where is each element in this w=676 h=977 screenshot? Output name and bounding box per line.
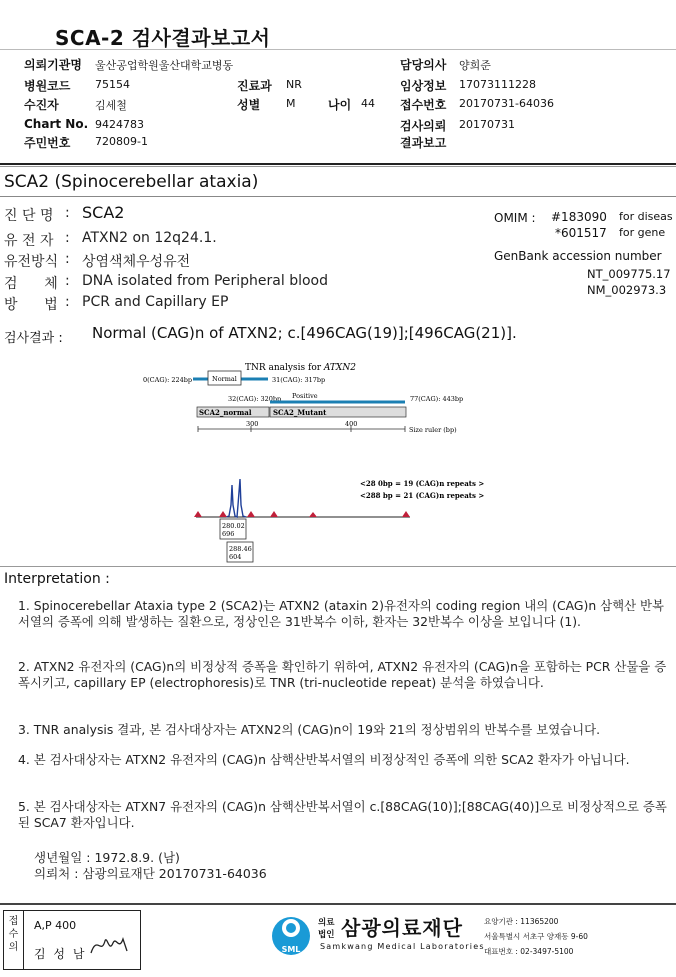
value-receipt-no: 20170731-64036	[459, 97, 554, 110]
logo-prefix-1: 의료	[318, 918, 335, 928]
positive-range-right: 77(CAG): 443bp	[410, 395, 464, 403]
receipt-stamp	[3, 910, 141, 970]
repeat-note-1: <28 0bp = 19 (CAG)n repeats >	[360, 479, 485, 488]
field-diagnosis-label: 진 단 명	[4, 208, 54, 224]
positive-label: Positive	[292, 392, 318, 400]
value-age: 44	[361, 97, 375, 110]
value-clinical-info: 17073111228	[459, 78, 536, 91]
peak1-size: 280.02	[222, 522, 245, 530]
field-gene-value: ATXN2 on 12q24.1.	[82, 230, 217, 246]
field-diagnosis-sep: :	[65, 205, 70, 221]
footer-info-phone: 대표번호 : 02-3497-5100	[484, 947, 574, 956]
field-inheritance-sep: :	[65, 251, 70, 267]
label-sex: 성별	[237, 98, 261, 112]
field-gene-sep: :	[65, 230, 70, 246]
marker-triangle	[247, 511, 255, 517]
signature	[89, 931, 131, 959]
positive-range-left: 32(CAG): 320bp	[228, 395, 282, 403]
interpretation-title: Interpretation :	[4, 571, 110, 587]
normal-box-label: Normal	[212, 375, 237, 383]
marker-triangle	[309, 512, 317, 517]
sca2-mutant-label: SCA2_Mutant	[273, 408, 327, 417]
ruler-label: Size ruler (bp)	[409, 426, 457, 434]
label-doctor: 담당의사	[400, 58, 447, 72]
value-patient: 김세철	[95, 99, 127, 112]
report-title: SCA-2 검사결과보고서	[55, 26, 271, 50]
title-divider	[0, 49, 676, 50]
sml-logo-mark	[270, 912, 312, 964]
omim-disease-for: for diseas	[619, 210, 673, 223]
label-receipt-no: 접수번호	[400, 98, 447, 112]
interpretation-item-1: 1. Spinocerebellar Ataxia type 2 (SCA2)는 ATXN2 (ataxin 2)유전자의 coding region 내의 (CAG)n 삼핵산 반복서열의 증폭에 의해 발생하는 질환으로, 정상인은 31반복수 이하, 환자는 32반복수 이상을 보입니다 (1).	[18, 598, 664, 629]
peak2-size: 288.46	[229, 545, 252, 553]
field-method-sep: :	[65, 294, 70, 310]
marker-triangle	[219, 511, 227, 517]
field-specimen-value: DNA isolated from Peripheral blood	[82, 273, 329, 289]
field-gene-label: 유 전 자	[4, 233, 54, 249]
ruler-tick-400-label: 400	[345, 420, 358, 428]
section-title: SCA2 (Spinocerebellar ataxia)	[4, 172, 259, 192]
field-specimen-label: 검 체	[4, 276, 58, 292]
omim-label: OMIM :	[494, 211, 536, 225]
label-resident-no: 주민번호	[24, 136, 71, 150]
value-chart-no: 9424783	[95, 118, 144, 131]
omim-gene-for: for gene	[619, 226, 666, 239]
normal-range-left: 0(CAG): 224bp	[143, 376, 193, 384]
requester: 의뢰처 : 삼광의료재단 20170731-64036	[34, 866, 267, 881]
value-resident-no: 720809-1	[95, 135, 148, 148]
footer-info-address: 서울특별시 서초구 양재동 9-60	[484, 932, 588, 941]
footer-info-code: 요양기관 : 11365200	[484, 917, 559, 926]
header-divider	[0, 163, 676, 165]
label-hospital-code: 병원코드	[24, 79, 71, 93]
interpretation-divider	[0, 566, 676, 567]
label-report-date: 결과보고	[400, 136, 447, 150]
logo-prefix-2: 법인	[318, 930, 335, 940]
marker-triangle	[270, 511, 278, 517]
logo-name: 삼광의료재단	[341, 916, 463, 940]
field-diagnosis-value: SCA2	[82, 203, 125, 222]
genbank-nm: NM_002973.3	[587, 283, 667, 297]
label-request-date: 검사의뢰	[400, 119, 447, 133]
result-label: 검사결과 :	[4, 331, 63, 346]
omim-gene-id: *601517	[555, 226, 607, 240]
tnr-analysis-diagram	[0, 355, 676, 565]
stamp-name: 김 성 남	[34, 947, 87, 961]
value-request-date: 20170731	[459, 118, 515, 131]
label-department: 진료과	[237, 79, 272, 93]
birth-date: 생년월일 : 1972.8.9. (남)	[34, 850, 180, 865]
field-specimen-sep: :	[65, 273, 70, 289]
interpretation-item-5: 5. 본 검사대상자는 ATXN7 유전자의 (CAG)n 삼핵산반복서열이 c.[88CAG(10)];[88CAG(40)]으로 비정상적으로 증폭된 SCA7 환자입니다.	[18, 799, 667, 830]
field-method-value: PCR and Capillary EP	[82, 294, 229, 310]
marker-triangle	[194, 511, 202, 517]
stamp-code: A,P 400	[34, 919, 77, 932]
omim-disease-id: #183090	[551, 210, 607, 224]
ruler-tick-300-label: 300	[246, 420, 259, 428]
interpretation-item-4: 4. 본 검사대상자는 ATXN2 유전자의 (CAG)n 삼핵산반복서열의 비정상적인 증폭에 의한 SCA2 환자가 아닙니다.	[18, 752, 630, 767]
field-inheritance-label: 유전방식	[4, 254, 59, 270]
diagram-title: TNR analysis for ATXN2	[245, 363, 356, 373]
value-department: NR	[286, 78, 302, 91]
result-value: Normal (CAG)n of ATXN2; c.[496CAG(19)];[496CAG(21)].	[92, 324, 517, 342]
label-chart-no: Chart No.	[24, 117, 89, 131]
value-doctor: 양희준	[459, 59, 491, 72]
footer-divider	[0, 903, 676, 905]
peak2-height: 604	[229, 553, 242, 561]
normal-range-right: 31(CAG): 317bp	[272, 376, 326, 384]
value-institution: 울산공업학원울산대학교병동	[95, 59, 234, 72]
field-inheritance-value: 상염색체우성유전	[82, 254, 191, 270]
stamp-label: 접수의	[4, 911, 24, 969]
label-patient: 수진자	[24, 98, 59, 112]
genbank-label: GenBank accession number	[494, 249, 662, 263]
label-institution: 의뢰기관명	[24, 58, 82, 72]
sca2-normal-label: SCA2_normal	[199, 408, 252, 417]
interpretation-item-3: 3. TNR analysis 결과, 본 검사대상자는 ATXN2의 (CAG)n이 19와 21의 정상범위의 반복수를 보였습니다.	[18, 722, 601, 737]
label-clinical-info: 임상정보	[400, 79, 447, 93]
header-divider-thin	[0, 166, 676, 167]
electropherogram-peaks	[226, 479, 246, 517]
section-divider	[0, 196, 676, 197]
repeat-note-2: <288 bp = 21 (CAG)n repeats >	[360, 491, 485, 500]
marker-triangle	[402, 511, 410, 517]
peak1-height: 696	[222, 530, 235, 538]
value-hospital-code: 75154	[95, 78, 130, 91]
field-method-label: 방 법	[4, 297, 58, 313]
interpretation-item-2: 2. ATXN2 유전자의 (CAG)n의 비정상적 증폭을 확인하기 위하여, ATXN2 유전자의 (CAG)n을 포함하는 PCR 산물을 증폭시키고, capillary EP (electrophoresis)로 TNR (tri-nucleotide repeat) 분석을 하였습니다.	[18, 659, 667, 690]
label-age: 나이	[328, 98, 352, 112]
genbank-nt: NT_009775.17	[587, 267, 671, 281]
logo-english: Samkwang Medical Laboratories	[320, 942, 485, 951]
value-sex: M	[286, 97, 296, 110]
svg-text:SML: SML	[281, 945, 301, 954]
